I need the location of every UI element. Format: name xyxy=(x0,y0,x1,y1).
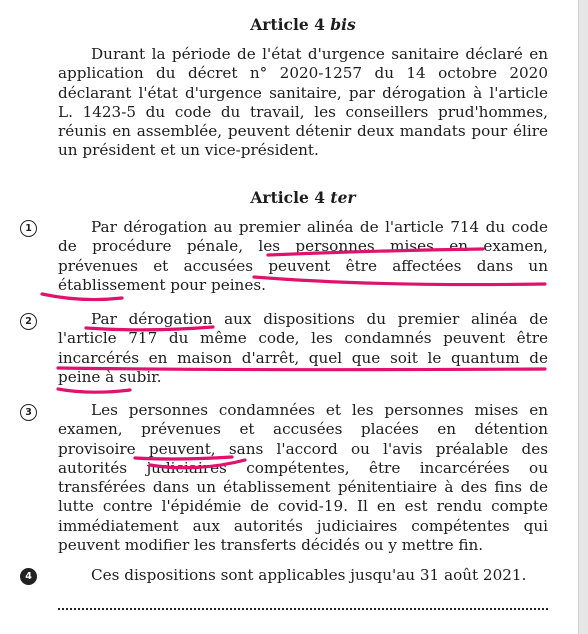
paragraph-number-1: 1 xyxy=(20,220,37,237)
article-4-bis-heading xyxy=(58,15,548,35)
underline-mark xyxy=(58,389,130,392)
heading-prefix: Article 4 xyxy=(250,15,331,34)
heading-suffix: ter xyxy=(330,188,356,207)
article-4-bis-body: Durant la période de l'état d'urgence sanitaire déclaré en application du décret n° 2020-1257 du 14 octobre 2020 déclarant l'état d'urgence sanitaire, par dérogation à l'article L. 1423-5 du code du travail, les conseillers prud'hommes, réunis en assemblée, peuvent détenir deux mandats pour élire un président et un vice-président. xyxy=(58,45,548,160)
paragraph-number-2: 2 xyxy=(20,313,37,330)
heading-prefix: Article 4 xyxy=(250,188,331,207)
article-4-ter-paragraph-4: Ces dispositions sont applicables jusqu'au 31 août 2021. xyxy=(91,566,527,584)
article-4-ter-paragraph-2: Par dérogation aux dispositions du premier alinéa de l'article 717 du même code, les condamnés peuvent être incarcérés en maison d'arrêt, quel que soit le quantum de peine à subir. xyxy=(58,310,548,386)
dotted-separator xyxy=(58,608,548,610)
paragraph-number-4: 4 xyxy=(20,568,37,585)
article-4-ter-heading xyxy=(58,188,548,208)
heading-suffix: bis xyxy=(330,15,356,34)
article-4-ter-paragraph-3: Les personnes condamnées et les personnes mises en examen, prévenues et accusées placées en détention provisoire peuvent, sans l'accord ou l'avis préalable des autorités judiciaires compétentes, être incarcérées ou transférées dans un établissement pénitentiaire à des fins de lutte contre l'épidémie de covid-19. Il en est rendu compte immédiatement aux autorités judiciaires compétentes qui peuvent modifier les transferts décidés ou y mettre fin. xyxy=(58,401,548,555)
page-edge-shadow xyxy=(579,0,588,634)
paragraph-number-3: 3 xyxy=(20,404,37,421)
article-4-ter-paragraph-1: Par dérogation au premier alinéa de l'article 714 du code de procédure pénale, les personnes mises en examen, prévenues et accusées peuvent être affectées dans un établissement pour peines. xyxy=(58,218,548,294)
